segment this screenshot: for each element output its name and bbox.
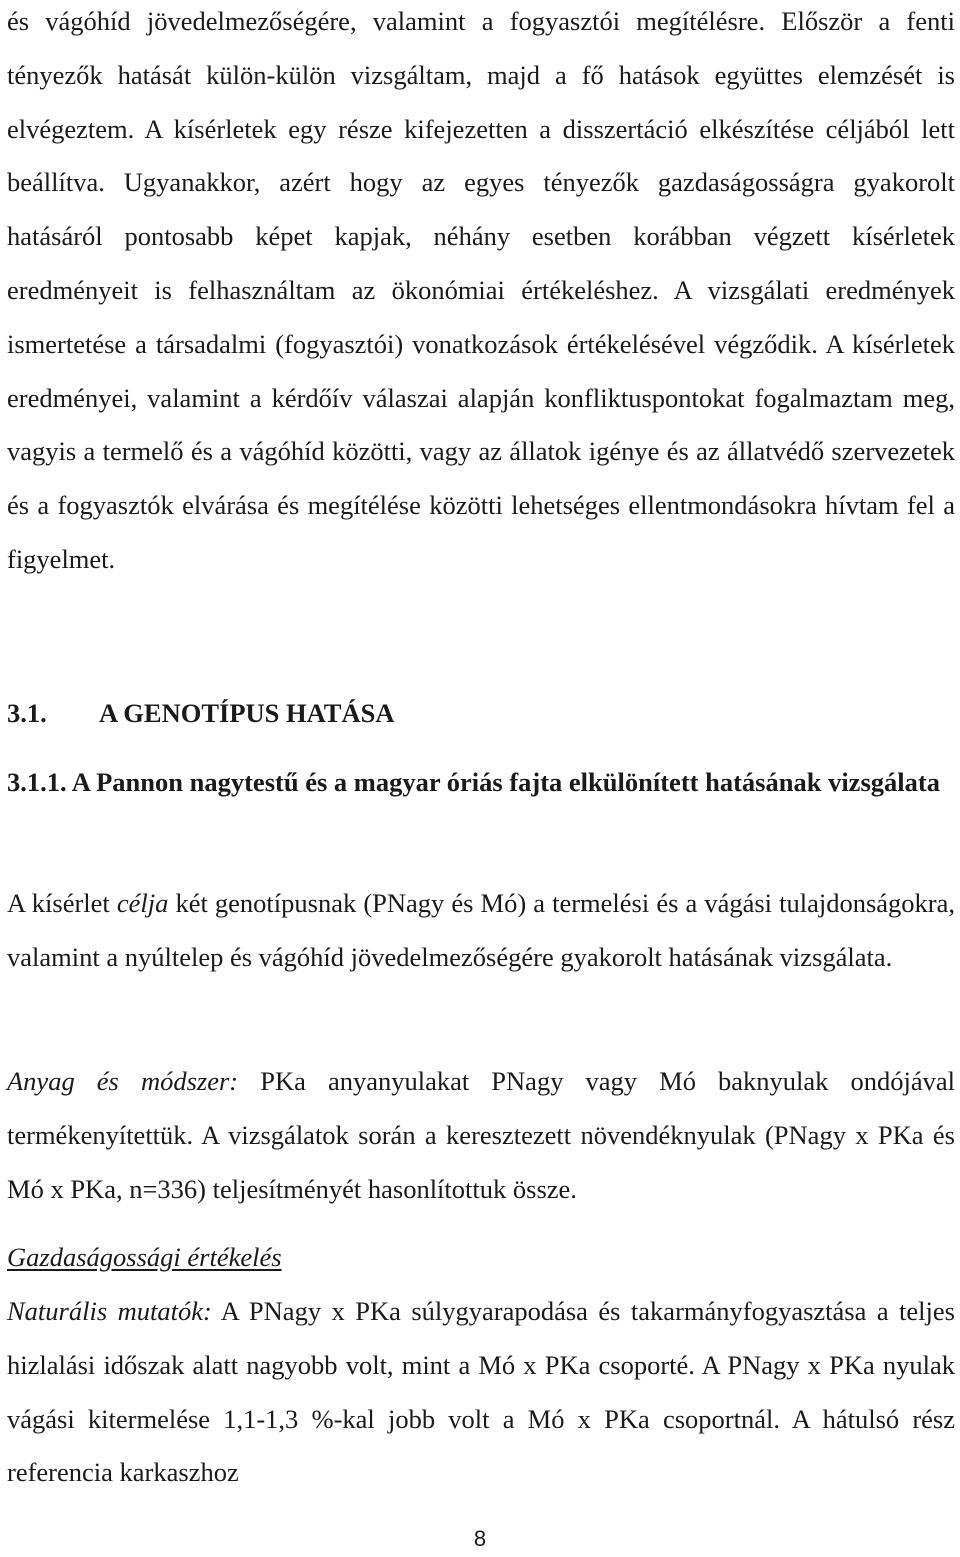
natural-paragraph — [7, 1285, 955, 1500]
section-heading — [7, 687, 955, 741]
subsection-number: 3.1.1. — [7, 767, 67, 797]
aim-prefix: A kísérlet — [7, 888, 110, 918]
method-label: Anyag és módszer: — [7, 1066, 239, 1096]
intro-paragraph: és vágóhíd jövedelmezőségére, valamint a fogyasztói megítélésre. Először a fenti tényezők hatását külön-külön vizsgáltam, majd a fő hatások együttes elemzését is elvégeztem. A kísérletek egy része kifejezetten a disszertáció elkészítése céljából lett beállítva. Ugyanakkor, azért hogy az egyes tényezők gazdaságosságra gyakorolt hatásáról pontosabb képet kapjak, néhány esetben korábban végzett kísérletek eredményeit is felhasználtam az ökonómiai értékeléshez. A vizsgálati eredmények ismertetése a társadalmi (fogyasztói) vonatkozások értékelésével végződik. A kísérletek eredményei, valamint a kérdőív válaszai alapján konfliktuspontokat fogalmaztam meg, vagyis a termelő és a vágóhíd közötti, vagy az állatok igénye és az állatvédő szervezetek és a fogyasztók elvárása és megítélése közötti lehetséges ellentmondásokra hívtam fel a figyelmet. — [7, 6, 955, 574]
subsection-title: A Pannon nagytestű és a magyar óriás fajta elkülönített hatásának vizsgálata — [71, 767, 940, 797]
aim-paragraph — [7, 877, 955, 985]
section-number: 3.1. — [7, 698, 47, 728]
aim-text: két genotípusnak (PNagy és Mó) a termelési és a vágási tulajdonságokra, valamint a nyúltelep és vágóhíd jövedelmezőségére gyakorolt hatásának vizsgálata. — [7, 888, 955, 972]
economic-heading — [7, 1231, 955, 1285]
natural-label: Naturális mutatók: — [7, 1296, 212, 1326]
section-title: A GENOTÍPUS HATÁSA — [99, 698, 395, 728]
subsection-heading — [7, 756, 955, 810]
method-paragraph — [7, 1055, 955, 1216]
economic-heading-text: Gazdaságossági értékelés — [7, 1242, 282, 1272]
method-text: PKa anyanyulakat PNagy vagy Mó baknyulak ondójával termékenyítettük. A vizsgálatok során a keresztezett növendéknyulak (PNagy x PKa és Mó x PKa, n=336) teljesítményét hasonlítottuk össze. — [7, 1066, 956, 1204]
natural-text: A PNagy x PKa súlygyarapodása és takarmányfogyasztása a teljes hizlalási időszak alatt nagyobb volt, mint a Mó x PKa csoporté. A PNagy x PKa nyulak vágási kitermelése 1,1-1,3 %-kal jobb volt a Mó x PKa csoportnál. A hátulsó rész referencia karkaszhoz — [7, 1296, 955, 1488]
page-number: 8 — [473, 1526, 487, 1551]
aim-label: célja — [116, 888, 169, 918]
